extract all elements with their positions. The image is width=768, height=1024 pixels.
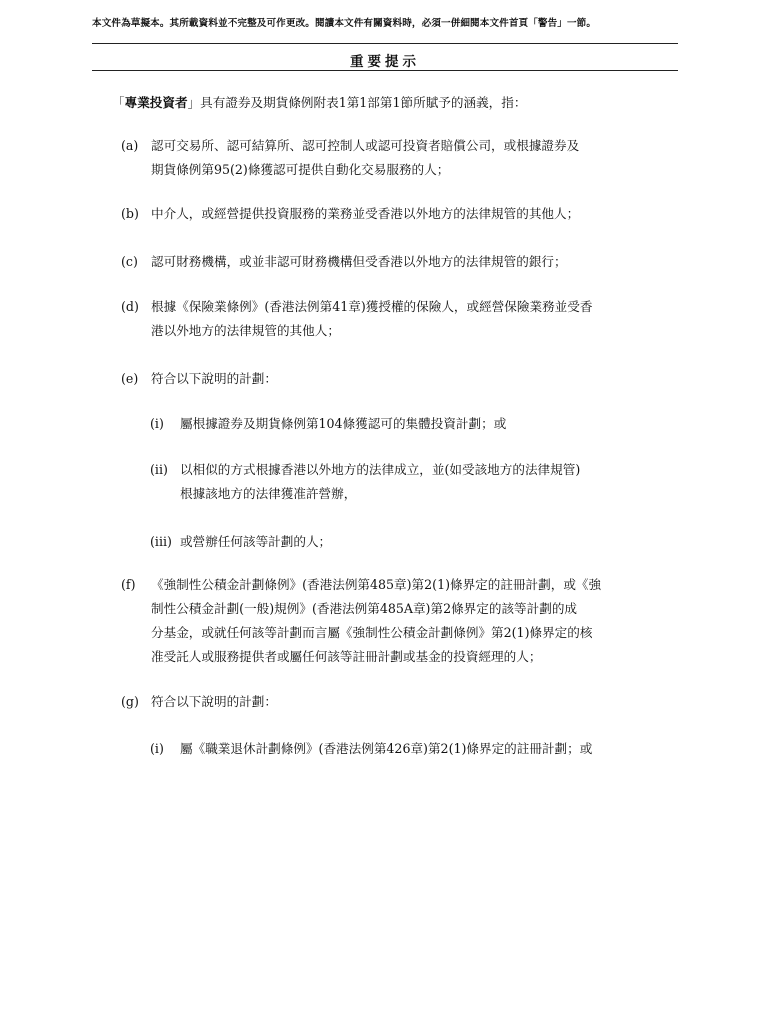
list-item-text	[180, 412, 681, 436]
intro-paragraph	[112, 92, 678, 111]
list-item-line: 期貨條例第95(2)條獲認可提供自動化交易服務的人；	[151, 162, 450, 177]
header-rule-top	[92, 43, 678, 44]
list-item-label: (c)	[121, 254, 138, 269]
list-item-line: 或營辦任何該等計劃的人；	[180, 534, 332, 549]
list-item-text	[151, 367, 681, 391]
intro-definition: 」具有證券及期貨條例附表1第1部第1節所賦予的涵義，指：	[187, 95, 527, 110]
list-item-line: 准受託人或服務提供者或屬任何該等註冊計劃或基金的投資經理的人；	[151, 649, 542, 664]
list-item-line: 分基金，或就任何該等計劃而言屬《強制性公積金計劃條例》第2(1)條界定的核	[151, 625, 593, 640]
list-item-label: (b)	[121, 206, 139, 221]
list-item-text	[151, 250, 681, 274]
list-item-text	[151, 202, 681, 226]
list-item-line: 制性公積金計劃(一般)規例》(香港法例第485A章)第2條界定的該等計劃的成	[151, 601, 578, 616]
page-title: 重要提示	[350, 54, 420, 70]
list-item-line: 屬《職業退休計劃條例》(香港法例第426章)第2(1)條界定的註冊計劃；或	[180, 741, 593, 756]
list-item-text	[151, 295, 681, 343]
list-item-text	[151, 690, 681, 714]
list-item-line: 根據該地方的法律獲准許營辦，	[180, 486, 357, 501]
list-item-line: 符合以下說明的計劃：	[151, 371, 277, 386]
list-item-line: 中介人，或經營提供投資服務的業務並受香港以外地方的法律規管的其他人；	[151, 206, 580, 221]
list-item-line: 屬根據證券及期貨條例第104條獲認可的集體投資計劃；或	[180, 416, 507, 431]
intro-quote-open: 「	[112, 95, 125, 110]
list-item-line: 符合以下說明的計劃：	[151, 694, 277, 709]
list-item-line: 認可交易所、認可結算所、認可控制人或認可投資者賠償公司，或根據證券及	[151, 138, 580, 153]
list-item-text	[180, 530, 681, 554]
draft-disclaimer: 本文件為草擬本。其所載資料並不完整及可作更改。閱讀本文件有關資料時，必須一併細閱本文件首頁「警告」一節。	[92, 18, 597, 29]
list-item-label: (d)	[121, 299, 139, 314]
list-item-label: (iii)	[150, 534, 172, 549]
list-item-line: 港以外地方的法律規管的其他人；	[151, 323, 340, 338]
list-item-text	[180, 737, 681, 761]
list-item-line: 根據《保險業條例》(香港法例第41章)獲授權的保險人，或經營保險業務並受香	[151, 299, 593, 314]
list-item-text	[151, 134, 681, 182]
list-item-label: (g)	[121, 694, 139, 709]
list-item-label: (i)	[150, 416, 164, 431]
header-rule-bottom	[92, 70, 678, 71]
list-item-label: (e)	[121, 371, 139, 386]
list-item-label: (i)	[150, 741, 164, 756]
list-item-label: (f)	[121, 577, 136, 592]
list-item-text	[151, 573, 681, 669]
list-item-line: 認可財務機構，或並非認可財務機構但受香港以外地方的法律規管的銀行；	[151, 254, 567, 269]
list-item-label: (a)	[121, 138, 139, 153]
list-item-line: 《強制性公積金計劃條例》(香港法例第485章)第2(1)條界定的註冊計劃，或《強	[151, 577, 602, 592]
list-item-text	[180, 458, 681, 506]
list-item-label: (ii)	[150, 462, 168, 477]
intro-term: 專業投資者	[124, 95, 188, 110]
list-item-line: 以相似的方式根據香港以外地方的法律成立，並(如受該地方的法律規管)	[180, 462, 581, 477]
